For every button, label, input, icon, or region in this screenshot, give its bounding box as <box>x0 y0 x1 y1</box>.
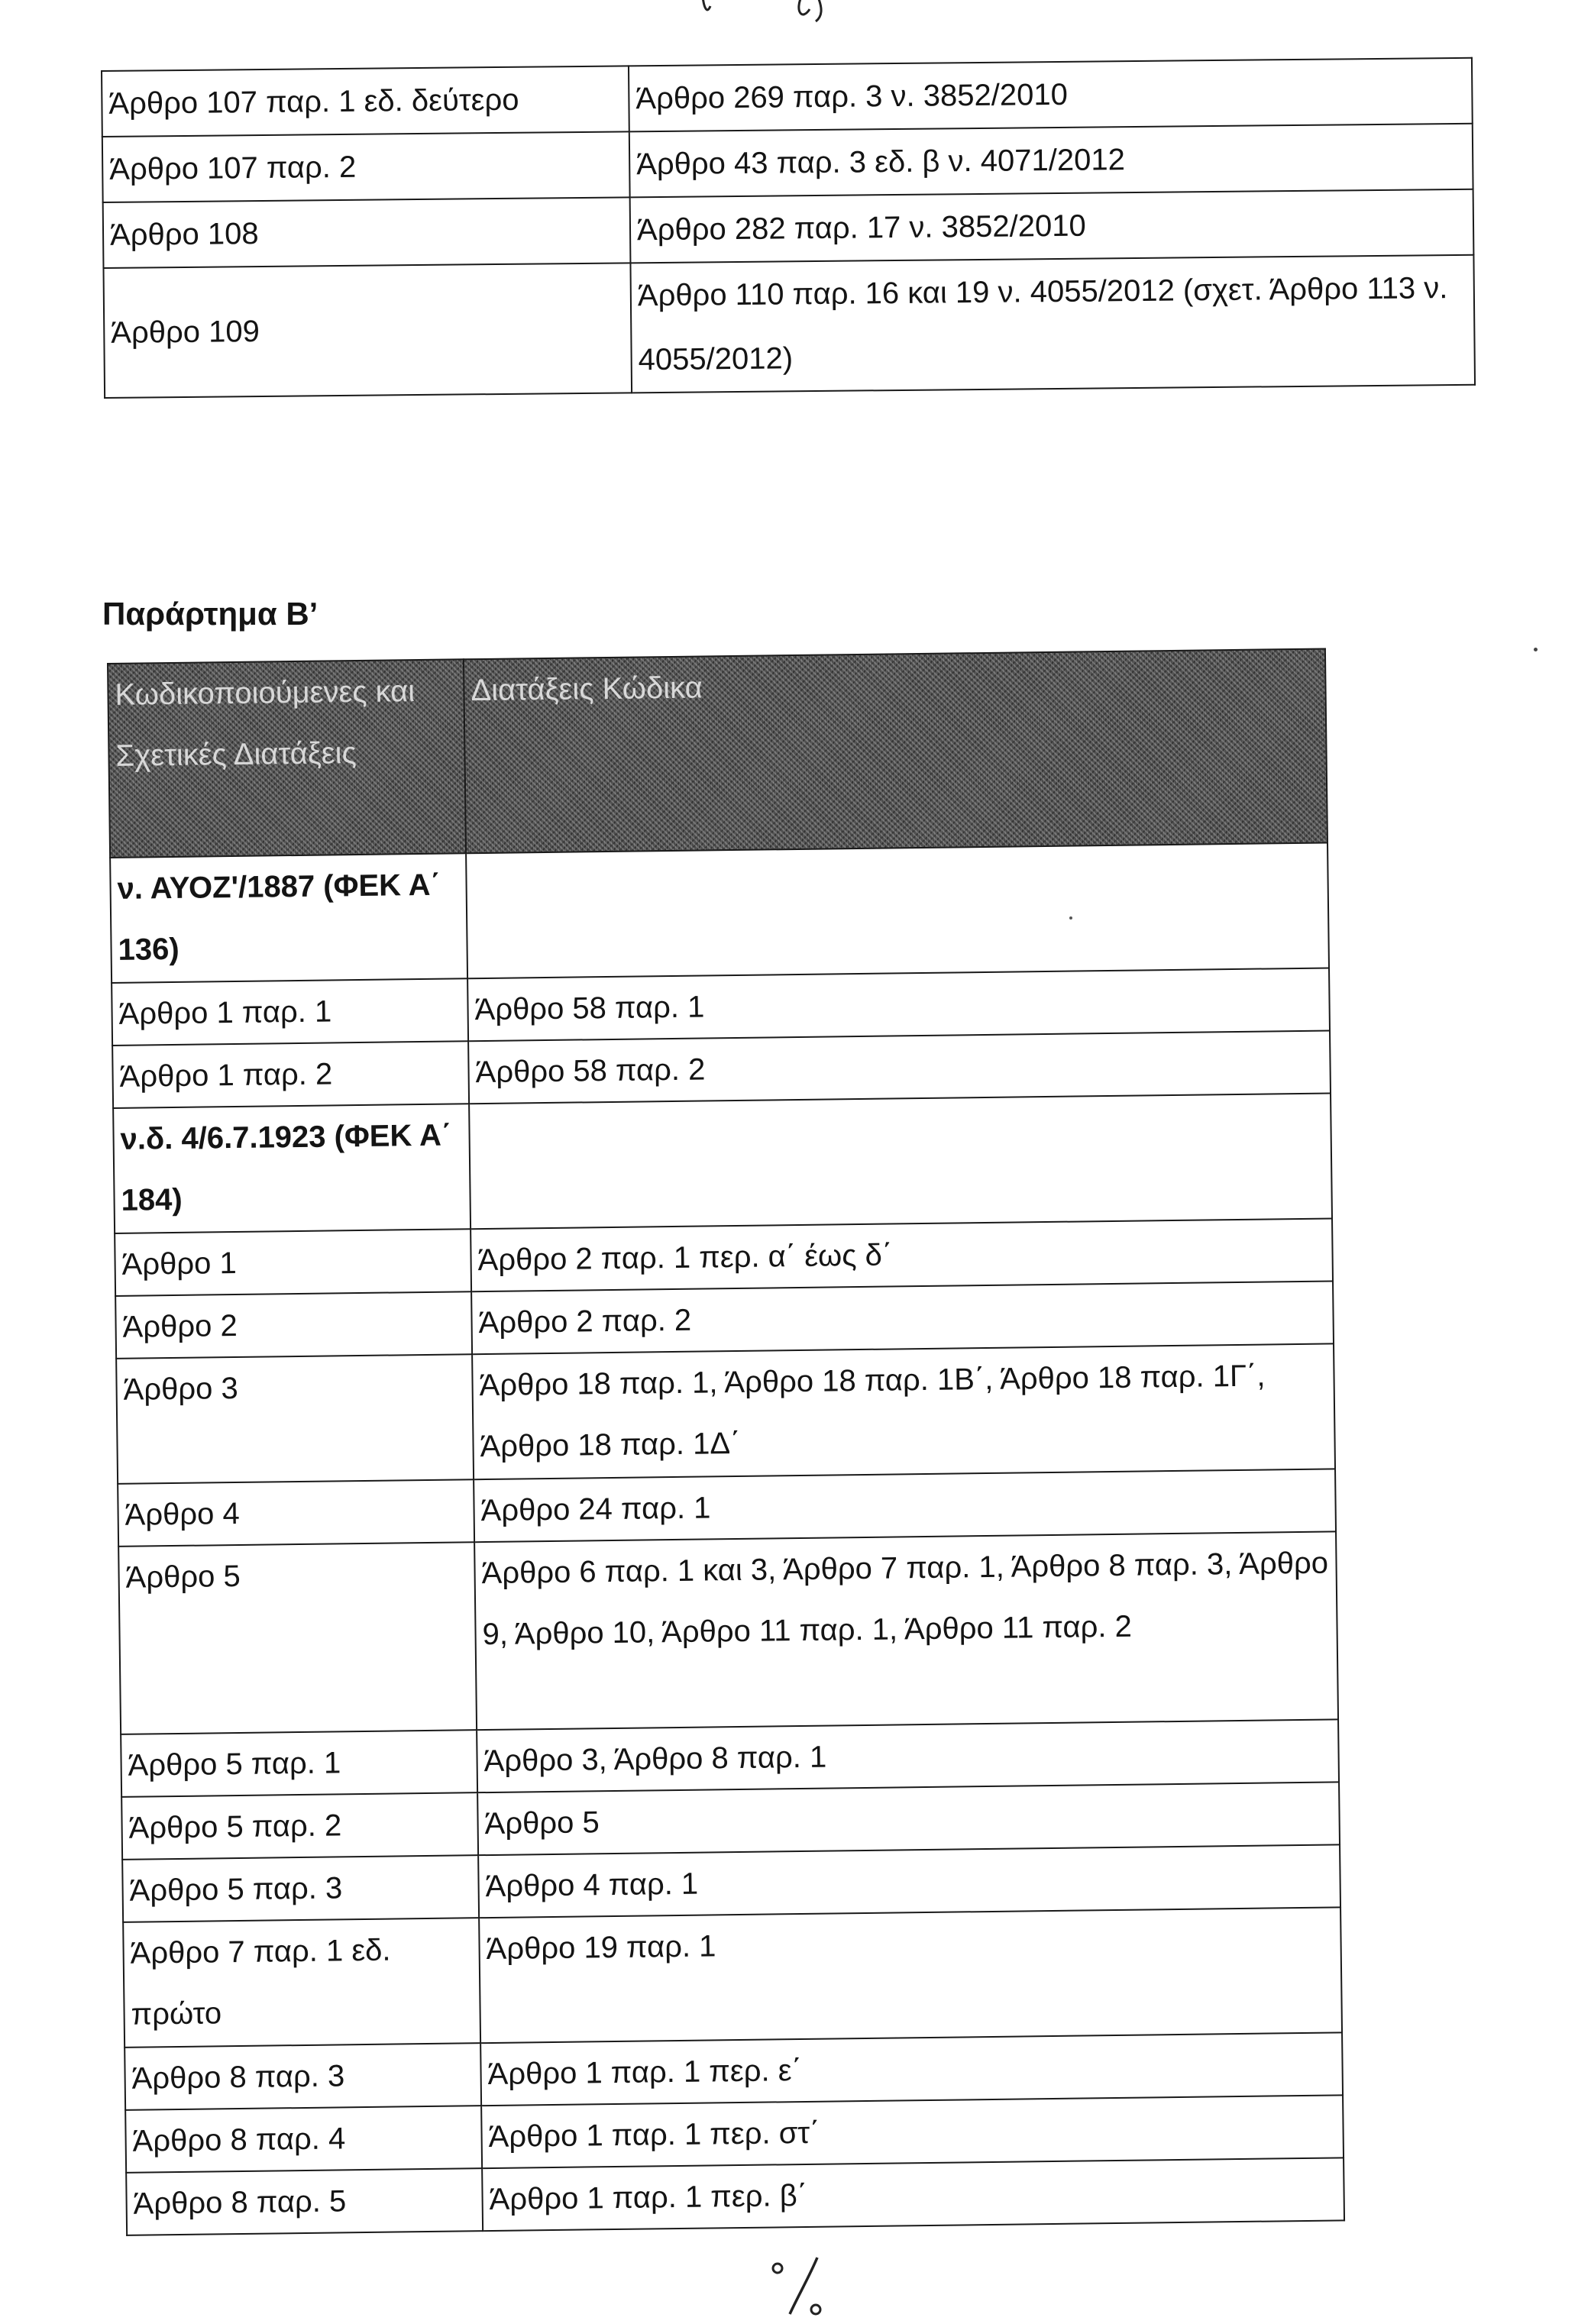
table-cell: Άρθρο 1 <box>115 1229 471 1296</box>
table-cell: Άρθρο 4 παρ. 1 <box>478 1844 1340 1918</box>
table-cell: Άρθρο 2 παρ. 2 <box>471 1281 1334 1354</box>
law-heading-cell: ν.δ. 4/6.7.1923 (ΦΕΚ Α΄ 184) <box>113 1104 471 1233</box>
correspondence-table-b <box>107 648 1345 2236</box>
table-cell: Άρθρο 5 <box>477 1782 1340 1855</box>
handwritten-mark-icon <box>687 0 871 26</box>
table-cell: Άρθρο 5 παρ. 2 <box>121 1792 478 1860</box>
table-cell: Άρθρο 107 παρ. 1 εδ. δεύτερο <box>102 66 629 137</box>
table-row <box>123 1907 1342 2047</box>
table-cell: Άρθρο 282 παρ. 17 ν. 3852/2010 <box>630 189 1474 263</box>
table-cell: Άρθρο 24 παρ. 1 <box>474 1469 1336 1542</box>
table-cell: Άρθρο 1 παρ. 1 περ. ε΄ <box>480 2032 1343 2106</box>
table-cell: Άρθρο 3 <box>116 1354 474 1484</box>
table-row <box>113 1093 1332 1233</box>
table-cell: Άρθρο 58 παρ. 2 <box>468 1030 1331 1104</box>
scan-speck <box>1069 916 1072 920</box>
scan-speck <box>1534 648 1538 651</box>
table-cell <box>466 842 1329 978</box>
table-cell: Άρθρο 108 <box>103 197 631 268</box>
table-cell: Άρθρο 5 παρ. 3 <box>122 1855 479 1922</box>
table-cell: Άρθρο 110 παρ. 16 και 19 ν. 4055/2012 (σχετ. Άρθρο 113 ν. 4055/2012) <box>630 255 1475 393</box>
table-row <box>110 842 1329 982</box>
table-header-row <box>108 649 1327 858</box>
table-row <box>118 1531 1338 1734</box>
table-cell: Άρθρο 2 <box>115 1291 472 1359</box>
law-heading-cell: ν. ΑΥΟΖ'/1887 (ΦΕΚ Α΄ 136) <box>110 853 467 983</box>
table-cell: Άρθρο 3, Άρθρο 8 παρ. 1 <box>477 1719 1339 1792</box>
table-cell: Άρθρο 269 παρ. 3 ν. 3852/2010 <box>629 58 1473 132</box>
table-cell: Άρθρο 5 παρ. 1 <box>121 1730 477 1797</box>
table-cell: Άρθρο 19 παρ. 1 <box>479 1907 1342 2043</box>
table-cell <box>469 1093 1332 1229</box>
table-cell: Άρθρο 107 παρ. 2 <box>102 131 630 202</box>
handwritten-page-mark-icon <box>764 2253 855 2322</box>
table-cell: Άρθρο 8 παρ. 4 <box>125 2106 482 2173</box>
table-cell: Άρθρο 8 παρ. 3 <box>124 2043 481 2110</box>
table-cell: Άρθρο 6 παρ. 1 και 3, Άρθρο 7 παρ. 1, Άρθρο 8 παρ. 3, Άρθρο 9, Άρθρο 10, Άρθρο 11 παρ. 1, Άρθρο 11 παρ. 2 <box>474 1531 1338 1730</box>
table-cell: Άρθρο 1 παρ. 1 περ. στ΄ <box>481 2095 1344 2168</box>
table-cell: Άρθρο 7 παρ. 1 εδ. πρώτο <box>123 1918 480 2048</box>
table-cell: Άρθρο 43 παρ. 3 εδ. β ν. 4071/2012 <box>629 124 1473 198</box>
table-row <box>103 255 1475 398</box>
table-cell: Άρθρο 109 <box>103 263 632 398</box>
table-cell: Άρθρο 58 παρ. 1 <box>467 968 1330 1041</box>
table-row <box>116 1343 1335 1483</box>
table-cell: Άρθρο 1 παρ. 1 <box>112 978 468 1046</box>
appendix-title: Παράρτημα Β’ <box>102 596 319 632</box>
table-cell: Άρθρο 8 παρ. 5 <box>126 2168 483 2235</box>
table-cell: Άρθρο 2 παρ. 1 περ. α΄ έως δ΄ <box>471 1218 1333 1291</box>
table-cell: Άρθρο 4 <box>118 1479 474 1547</box>
table-cell: Άρθρο 5 <box>118 1542 477 1734</box>
correspondence-table-a <box>101 57 1476 399</box>
table-cell: Άρθρο 18 παρ. 1, Άρθρο 18 παρ. 1Β΄, Άρθρο 18 παρ. 1Γ΄, Άρθρο 18 παρ. 1Δ΄ <box>472 1343 1335 1479</box>
column-header: Διατάξεις Κώδικα <box>464 649 1327 854</box>
column-header: Κωδικοποιούμενες και Σχετικές Διατάξεις <box>108 659 466 858</box>
table-cell: Άρθρο 1 παρ. 1 περ. β΄ <box>482 2158 1344 2231</box>
table-cell: Άρθρο 1 παρ. 2 <box>112 1041 469 1108</box>
